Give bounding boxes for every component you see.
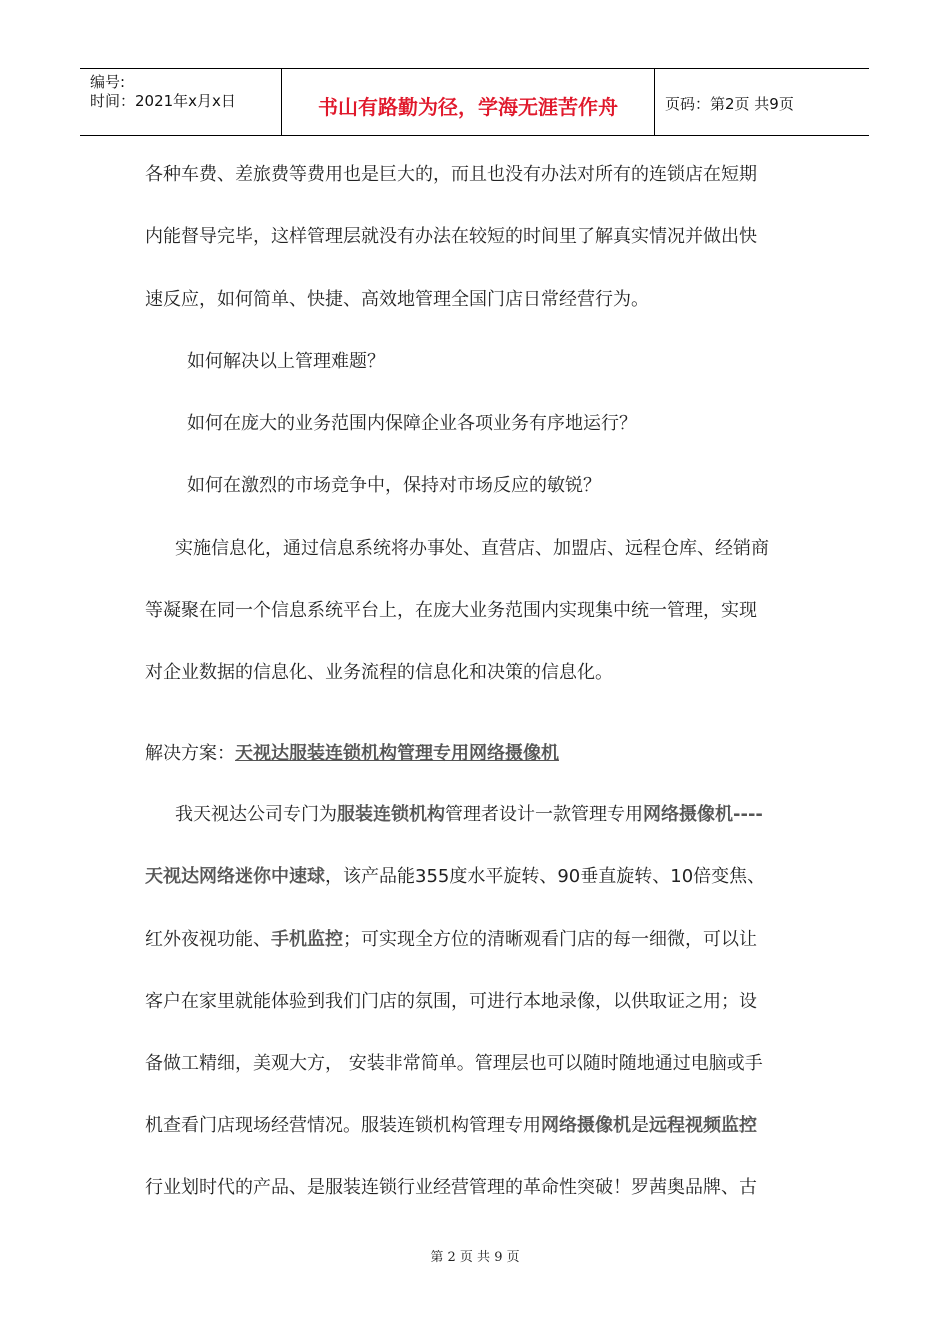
body-line: 备做工精细，美观大方， 安装非常简单。管理层也可以随时随地通过电脑或手: [145, 1053, 763, 1074]
bold-keyword: 天视达网络迷你中速球: [145, 866, 325, 887]
body-line: 实施信息化，通过信息系统将办事处、直营店、加盟店、远程仓库、经销商: [175, 538, 769, 559]
text-segment: 度水平旋转、: [449, 866, 558, 887]
question-line: 如何在激烈的市场竞争中，保持对市场反应的敏锐？: [187, 475, 601, 496]
solution-product-link[interactable]: 天视达服装连锁机构管理专用网络摄像机: [235, 743, 559, 764]
text-segment: 我天视达公司专门为: [175, 804, 337, 825]
body-line: 内能督导完毕，这样管理层就没有办法在较短的时间里了解真实情况并做出快: [145, 226, 757, 247]
header-meta-cell: [80, 69, 282, 135]
body-line: [145, 1111, 757, 1137]
body-line: [175, 800, 763, 826]
question-line: 如何解决以上管理难题？: [187, 351, 385, 372]
text-segment: 管理者设计一款管理专用: [445, 804, 643, 825]
text-segment: 倍变焦、: [693, 866, 766, 887]
body-line: 等凝聚在同一个信息系统平台上，在庞大业务范围内实现集中统一管理，实现: [145, 600, 757, 621]
solution-heading: [145, 739, 559, 765]
bold-keyword: 网络摄像机----: [643, 804, 763, 825]
text-segment: 红外夜视功能、: [145, 929, 271, 950]
bold-keyword: 网络摄像机: [541, 1115, 631, 1136]
text-segment: 是: [631, 1115, 649, 1136]
number-segment: 90: [557, 866, 581, 887]
document-number-label: 编号:: [90, 73, 126, 91]
body-line: 行业划时代的产品、是服装连锁行业经营管理的革命性突破！罗茜奥品牌、古: [145, 1177, 757, 1198]
bold-keyword: 手机监控: [271, 929, 343, 950]
question-line: 如何在庞大的业务范围内保障企业各项业务有序地运行？: [187, 413, 637, 434]
header-motto: 书山有路勤为径，学海无涯苦作舟: [318, 95, 618, 119]
body-line: 客户在家里就能体验到我们门店的氛围，可进行本地录像，以供取证之用；设: [145, 991, 757, 1012]
document-header: [80, 68, 869, 136]
text-segment: 机查看门店现场经营情况。服装连锁机构管理专用: [145, 1115, 541, 1136]
text-segment: ，该产品能: [325, 866, 415, 887]
header-page-info: 页码：第2页 共9页: [665, 95, 794, 113]
solution-label: 解决方案：: [145, 743, 235, 764]
body-line: 速反应，如何简单、快捷、高效地管理全国门店日常经营行为。: [145, 289, 649, 310]
text-segment: ；可实现全方位的清晰观看门店的每一细微，可以让: [343, 929, 757, 950]
body-line: [145, 925, 757, 951]
page-footer: 第 2 页 共 9 页: [430, 1250, 520, 1265]
bold-keyword: 服装连锁机构: [337, 804, 445, 825]
header-motto-cell: [282, 69, 655, 135]
bold-keyword: 远程视频监控: [649, 1115, 757, 1136]
header-page-cell: [655, 69, 869, 135]
body-line: 对企业数据的信息化、业务流程的信息化和决策的信息化。: [145, 662, 613, 683]
document-date: 时间：2021年x月x日: [90, 92, 236, 110]
text-segment: 垂直旋转、: [580, 866, 671, 887]
number-segment: 355: [415, 866, 450, 887]
body-line: [145, 862, 765, 888]
number-segment: 10: [670, 866, 694, 887]
body-line: 各种车费、差旅费等费用也是巨大的，而且也没有办法对所有的连锁店在短期: [145, 164, 757, 185]
